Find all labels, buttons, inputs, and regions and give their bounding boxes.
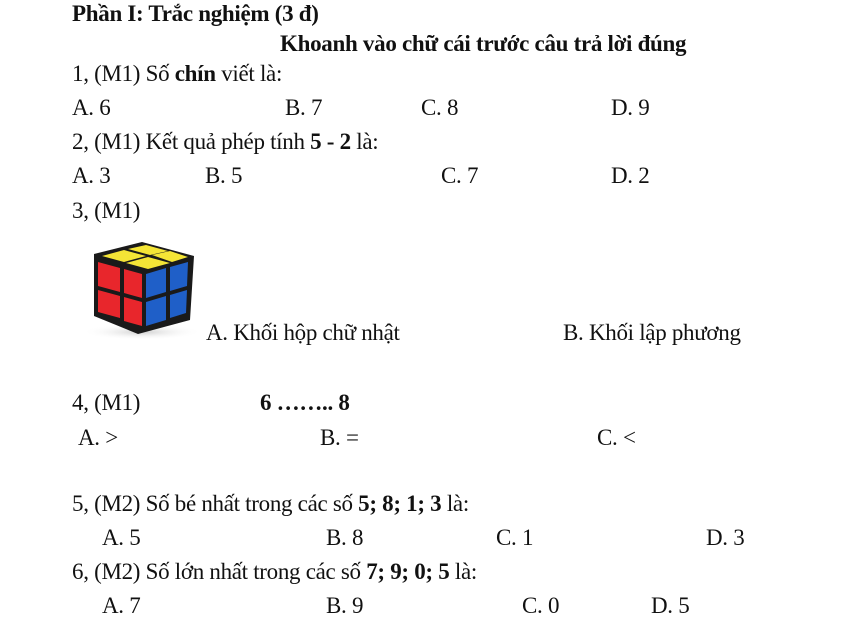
q4-option-b[interactable]: B. = [320,425,359,450]
q2-option-c[interactable]: C. 7 [441,163,479,188]
question-4-expression: 6 …….. 8 [260,390,350,415]
instruction: Khoanh vào chữ cái trước câu trả lời đúng [280,31,687,56]
q1-option-c[interactable]: C. 8 [421,95,459,120]
q3-option-b[interactable]: B. Khối lập phương [563,320,741,345]
q5-option-d[interactable]: D. 3 [706,525,745,550]
q2-option-a[interactable]: A. 3 [72,163,111,188]
q6-option-d[interactable]: D. 5 [651,593,690,618]
question-1 [72,60,282,88]
q4-option-c[interactable]: C. < [597,425,636,450]
q2-option-d[interactable]: D. 2 [611,163,650,188]
q1-option-d[interactable]: D. 9 [611,95,650,120]
question-3: 3, (M1) [72,198,141,223]
q2-option-b[interactable]: B. 5 [205,163,243,188]
question-4: 4, (M1) [72,390,141,415]
question-6-bold: 7; 9; 0; 5 [366,559,450,584]
question-6 [72,558,477,586]
q6-option-c[interactable]: C. 0 [522,593,560,618]
question-6-prefix: 6, (M2) Số lớn nhất trong các số [72,559,367,584]
q5-option-c[interactable]: C. 1 [496,525,534,550]
q5-option-a[interactable]: A. 5 [102,525,141,550]
question-2-prefix: 2, (M1) Kết quả phép tính [72,129,311,154]
question-5-suffix: là: [441,491,469,516]
q4-option-a[interactable]: A. > [78,425,118,450]
question-5-prefix: 5, (M2) Số bé nhất trong các số [72,491,359,516]
question-1-bold: chín [174,61,216,86]
rubik-cube-image [72,236,204,340]
question-1-suffix: viết là: [215,61,283,86]
q1-option-b[interactable]: B. 7 [285,95,323,120]
q5-option-b[interactable]: B. 8 [326,525,364,550]
question-2-suffix: là: [350,129,379,154]
q1-option-a[interactable]: A. 6 [72,95,111,120]
part-title: Phần I: Trắc nghiệm (3 đ) [72,1,319,26]
q3-option-a[interactable]: A. Khối hộp chữ nhật [206,320,400,345]
question-5 [72,490,469,518]
question-2-bold: 5 - 2 [310,129,351,154]
question-5-bold: 5; 8; 1; 3 [358,491,442,516]
question-2 [72,128,378,156]
question-6-suffix: là: [449,559,477,584]
q6-option-a[interactable]: A. 7 [102,593,141,618]
question-1-prefix: 1, (M1) Số [72,61,175,86]
q6-option-b[interactable]: B. 9 [326,593,364,618]
